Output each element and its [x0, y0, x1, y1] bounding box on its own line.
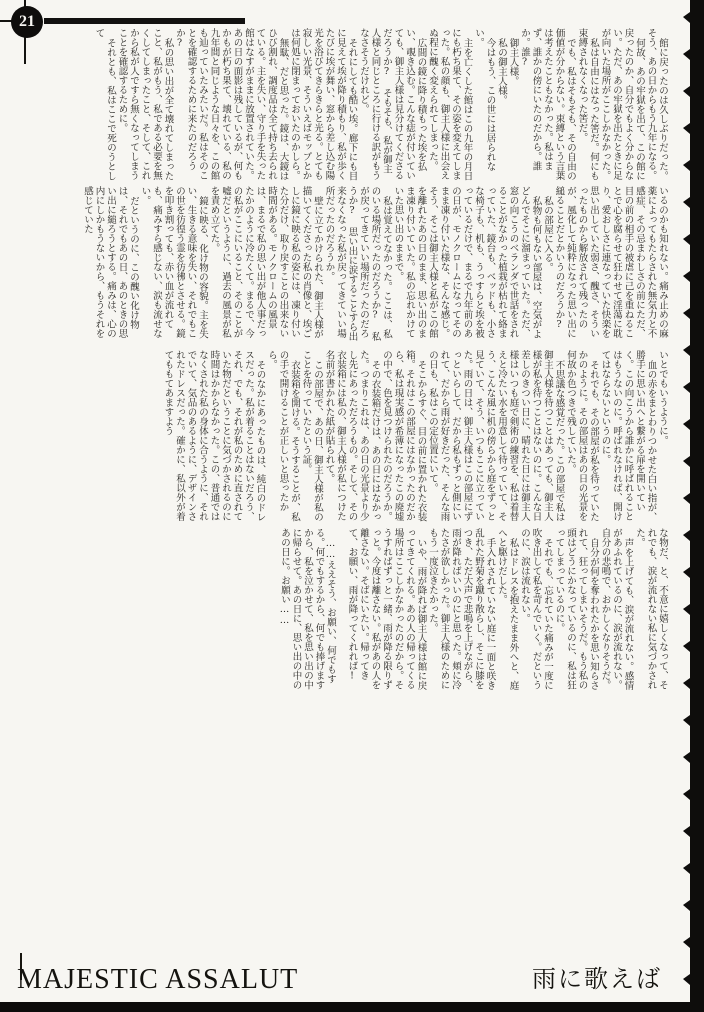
bottom-border-bar — [0, 1002, 704, 1012]
story-paragraph: 手入れされていない庭に一面と咲き乱れた野菊を蹴り散らし、そこに膝をつき、ただ大声で悲鳴を上げながら、雨が降ればいいのにと思った。頬に冷たさが欲しかった。御主人様のためにもう一度泣きたかった。 — [427, 528, 496, 690]
story-paragraph: いとでもいうように。 — [657, 350, 668, 445]
story-paragraph: いや、雨が降れば御主人様は館に戻ってきてくれる。あの人の帰ってくる場所はここしかなかったのだから。そうすればずっと一緒、雨が降る限りずっと。今度は離さない。私があの人を離さない。そばにいたい。帰ってきて、お願い、雨が降ってくれれば! — [346, 528, 427, 690]
text-band-1 — [93, 28, 668, 180]
text-band-4 — [279, 528, 669, 696]
story-paragraph: 広間の鏡に降り積もった埃を払い、覗き込む。こんな痣が付いていても、御主人様は見分けてくださるだろうか? そもそも、私が御主人様と同じところに行ける訳がもうなさそうだけれど。 — [358, 28, 427, 180]
story-paragraph: そのなかにあったものは、純白のドレスだった。私が着ることはないだろう、それ、でも、それが私のために直されていた物だということに気づかされるのに時間はかからなかった。この、普通ではなくされた私の身体に合うように、それでいて、気品のあるように、デザインされたドレスだった。確かに、私以外が着てももてあますよう — [162, 350, 266, 521]
page-number-badge: 21 — [11, 6, 43, 38]
story-paragraph: 不思議な感覚だった。この部屋で私は御主人様を待つことはあっても、御主人様が私を待つことはないのに。こんな日差しのきつい日に、晴れた日には御主人様はいつも庭で剣術の練習を、私は着替えと冷たい水を用意して待っていて、そう、こんな風に机の傍らから庭をずっと見ていて、そう、いつもここに立っていた。雨の日は、御主人様はこの部屋にずっといらして、だから私もずっと側にいれて、だから雨が好きだった、そんな雨の日も、私はこの定位置にいて。 — [427, 350, 565, 521]
text-band-2 — [82, 186, 669, 346]
text-band-3 — [162, 350, 668, 522]
story-paragraph: 館に戻ったのは久しぶりだった。そう、あの日からもう九年になる。 — [645, 28, 668, 180]
story-paragraph: そこからすぐ、目の前に置かれた衣装箱。それはこの部屋にはなかったのだから、私は現実感が希薄になったこの廃墟の中で、色を見つけられたのだろうか。 — [381, 350, 427, 521]
story-paragraph: 私は覚えてなかった。ここは、私のいる場所だったのだろうか? 私が戻ってきていい場所だったのだろうか? 思い出に涙することすら出来なくなった私が戻ってきていい場所だったのだろうか。 — [323, 186, 392, 341]
story-paragraph: 鏡に映る、化け物の容貌。主を失い、生きる意味を失い、それでもこの世を彷徨う霊を彷彿とさせる。鏡を叩き割っても、赤い血が流れても、痛みすら感じない、涙も流せない。 — [139, 186, 208, 338]
story-paragraph: 私の部屋に入る。 — [542, 195, 553, 272]
story-paragraph: 私はドレスを抱えたまま外へと、庭へと駆けだした。 — [496, 528, 519, 690]
story-paragraph: いるのかも知れない。痛み止めの麻薬によってもたらされた無気力と不感症、その忌まわしさの前にただ、目の前の相手の被虐に己を重ねることで心を腐らせて狂わせて淫蕩に耽り、愛おしさに連なっていた快楽を思い出していた弱さ、醜さ、そういったものから解放されて残ったのが、風化して純粋になった思い出に縋ることだとかいうのだろうか? — [553, 186, 668, 338]
story-paragraph: それでも、忘れていた痛みが一度に吹き出して私を苛んでいく。だというのに、涙は流れない。 — [519, 528, 553, 690]
story-paragraph: 御主人様。 — [507, 37, 519, 85]
story-paragraph: 衣装箱を開ける。そうすることが、私の手で開けることが正しいと思ったから。 — [266, 350, 300, 521]
story-paragraph: 無駄、だと思った。鏡は、大鏡はひび割れ、調度品は全て持ち去られている。主を失い、守り手を失った館はなすがままに放置されていた。あの日の面影は残しているが、何もかもが朽ち果て、壊れている、私の九年間と同じような日々を、この館も辿っていたみたいだ。私はそのことを確認するために来たのだろうか? — [174, 28, 289, 180]
story-paragraph: それとも、私はここで死のうとして — [93, 28, 116, 180]
story-paragraph: この部屋で、あの日、御主人様が私のことを待っていたという証。 — [300, 350, 323, 521]
right-border-decoration — [682, 0, 704, 1012]
story-paragraph: 私物も何もない部屋は、空気がよどんでそこに溜まっていた。ただ、窓の向こうのベランダで世話をされることがなかった植栽が枯れて絡まっていた、鏡台も、ベッドも、小さな椅子も、机も、うっすらと埃を被っているだけで、まるで九年前のあの日が、モノクロームになってそのまま凍り付いた様な、そんな感じ。そう、そこは御主人様と私がこの館を離れたあの日のまま、思い出のまま凍り付いていた。私の忘れかけていた思い出のままで。 — [392, 186, 542, 338]
story-paragraph: 主を亡くした館はこの九年の月日にも朽ち果て、その姿を変えてしまった。私の顔も、御主人様に出会えぬ程に醜く変えられてしまった。 — [427, 28, 473, 180]
page-corner-thick-rule — [44, 18, 245, 24]
story-paragraph: それでも、その部屋が私を待っていたかのように。その部屋はあの日の光景を何故か色つきで残していた。 — [565, 350, 599, 521]
story-paragraph: 私の思い出が全て壊れてしまったこと、私がもう、私である必要を無くしてしまったこと、そして、これから私が人ですら無くなってしまうことを確認するために。 — [116, 28, 174, 180]
story-paragraph: その衣装箱だけは、あの日にはなかった。つまりこれは、あの日の光景より少し先にあっただろうもの。そして、その衣装箱には私の、御主人様が私につけた名前が書かれた紙が貼られて。 — [323, 350, 381, 521]
story-paragraph: 何故、あの牢獄を出て、この館に戻ったのか、自分でもよく分からない。ただ、あの牢獄を出たときに足が向いた場所がここしかなかった。 — [599, 28, 645, 180]
story-paragraph: 壁に立てかけられた、御主人様が描いてくださった私の肖像と、埃ごしに鏡に映る私の姿には、凍り付いた分だけ、取り戻すことの出来ない時間がある。モノクロームの風景は、まるで私の思い出が他人事だったかのように冷たくて。まるで、今の私がここにいること、そのことが嘘だというように、過去の風景が私を責め立てた。 — [208, 186, 323, 338]
story-paragraph: ……ええそう、お願い、何でもする。何でもするから、何でも捧げますから、私を泣かせて、私を思い出の中に帰らせて。あの日に、思い出の中のあの日に。お願い…… — [279, 528, 336, 690]
story-paragraph: 血の赤をまとわりつかせた白い指が、勝手に思い出へと繋がる扉を開いていく。この向こうから誰かに呼ばれることはもうないのに。呼ばれなければ、開けてはならないというのに。 — [599, 350, 657, 521]
story-paragraph: 私は自由にはなった筈だ。何にも束縛されなくなった筈だ。 — [576, 28, 599, 180]
story-paragraph: それにしても酷い埃。廊下にも目に見えて埃が降り積もり、私が歩くたびに埃が舞い、窓から差し込む陽光を浴びてきらきらと光る。とても寂しい光景、そういえばモップとかは何処に閉まっておいたのかしら。 — [289, 28, 358, 180]
footer-series-title: MAJESTIC ASSALUT — [17, 964, 299, 995]
story-paragraph: 今はもう、この世には居られない。 — [473, 28, 496, 171]
story-paragraph: 声を上げても、涙が流れない。感情があふれているのに、涙が流れない。自分の悲鳴で、おかしくなりそうだ。 — [599, 528, 634, 690]
story-paragraph: 私の御主人様。 — [496, 37, 507, 104]
story-paragraph: 自分が何を奪われたかを思い知らされて、狂ってしまいそうだ。もう私の頭はどうにかなっているのに、私は狂ってしまっているのに。 — [553, 528, 599, 690]
story-paragraph: な物だ、と、不意に嬉しくなって、それでも、涙が流れない私に気づかされた。 — [634, 528, 668, 690]
footer-story-title: 雨に歌えば — [532, 965, 662, 993]
story-paragraph: でも、私はそもそも、その自由の価値が分からない。束縛という言葉は考えたこともなかった。私はまず、誰かの傍にいたのだから。誰か。誰? — [519, 28, 576, 180]
story-paragraph: だというのに、この醜い化け物は、それでもあの日、あのときの思い出に縋ろうとする。痛みは、心の内にしかもうないから、もうそれを感じていた — [82, 186, 139, 338]
